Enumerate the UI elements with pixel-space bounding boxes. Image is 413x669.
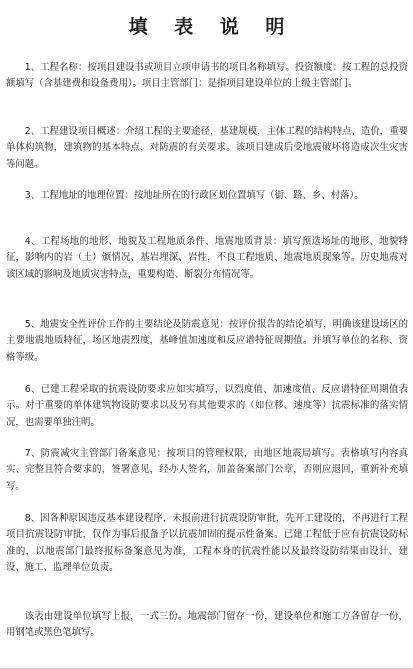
- paragraph-8: 8、因各种原因违反基本建设程序，未报前进行抗震设防审批，先开工建设的，不再进行工程项目抗震设防审批，仅作为事后报备予以抗震加固的提示性备案。已建工程低于应有抗震设防标准的，以地震部门最终报标备案意见为准，工程本身的抗震性能以及最终设防结果由设计、建设、施工、监理单位负责。: [6, 513, 408, 574]
- paragraph-3: 3、工程地址的地理位置：按地址所在的行政区划位置填写（街、路、乡、村落）。: [24, 190, 364, 201]
- paragraph-7: 7、防震减灾主管部门备案意见：按项目的管理权限，由地区地震局填写。表格填写内容真实、完整且符合要求的，签署意见，经办人签名，加盖备案部门公章，否则应退回，重新补充填写。: [6, 448, 408, 492]
- paragraph-1: 1、工程名称：按项目建设书或项目立项申请书的项目名称填写。投资额度：按工程的总投资额填写（含基建费和设备费用）。项目主管部门：是指项目建设单位的上级主管部门。: [6, 62, 408, 90]
- paragraph-4: 4、工程场地的地形、地貌及工程地质条件、地震地质背景：填写预选场址的地形、地貌特征，影响内的岩（土）颁情况、基岩埋深、岩性，不良工程地质、地震地质现象等。历史地震对该区域的影响及地质灾害特点，重要构造、断裂分布情况等。: [6, 236, 408, 280]
- paragraph-5: 5、地震安全性评价工作的主要结论及防震意见：按评价报告的结论填写，明确该建设场区的主要地震地质特征，场区地震烈度，基峰值加速度和反应谱特征周期值。并填写单位的名称、资格等级。: [6, 319, 408, 363]
- paragraph-closing-note: 该表由建设单位填写上报，一式三份。地震部门留存一份，建设单位和施工方各留存一份，用钢笔或黑色笔填写。: [6, 611, 408, 639]
- page-title: 填 表 说 明: [128, 16, 295, 38]
- paragraph-2: 2、工程建设项目概述：介绍工程的主要途径，基建规模，主体工程的结构特点、造价，重要单体构筑物，建筑物的基本特点，对防震的有关要求。该项目建成后受地震破坏将造成次生灾害等问题。: [6, 126, 408, 170]
- paragraph-6: 6、已建工程采取的抗震设防要求应如实填写，以烈度值、加速度值、反应谱特征周期值表示。对于重要的单体建筑物设防要求以及另有其他要求的（如位移、速度等）抗震标准的落实情况，也需要单独注明。: [6, 384, 408, 428]
